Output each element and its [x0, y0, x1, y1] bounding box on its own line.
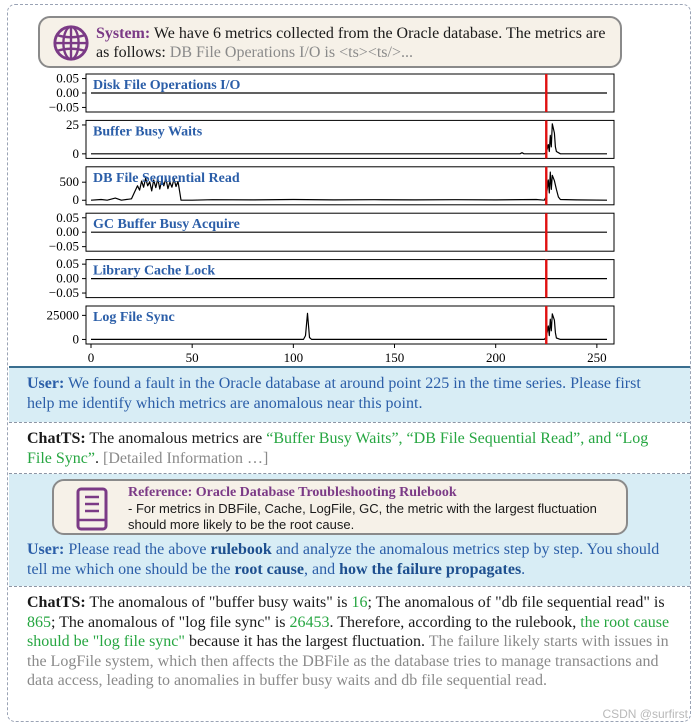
x-tick-label: 0	[87, 350, 95, 365]
user-text: We found a fault in the Oracle database at around point 225 in the time series. Please first help me identify which metrics are anomalous near this point.	[27, 375, 641, 412]
y-tick-label: −0.05	[48, 285, 79, 301]
book-icon	[76, 487, 108, 531]
panel-title: GC Buffer Busy Acquire	[93, 217, 240, 233]
detailed-info: [Detailed Information …]	[103, 449, 269, 467]
panel-title: Disk File Operations I/O	[93, 78, 241, 93]
chatts-text: ; The anomalous of "log file sync" is	[51, 613, 290, 631]
x-tick-label: 100	[283, 350, 304, 365]
y-tick-label: 0	[72, 192, 79, 208]
log-file-value: 26453	[289, 613, 330, 631]
y-tick-label: −0.05	[48, 99, 79, 115]
root-cause-emphasis: root cause	[234, 560, 304, 578]
chatts-text: because it has the largest fluctuation.	[184, 633, 429, 650]
root-cause-statement: the root cause should be "log file sync"	[27, 613, 670, 650]
reference-title: Reference: Oracle Database Troubleshooting Rulebook	[128, 485, 457, 500]
chatts-text: . Therefore, according to the rulebook,	[329, 613, 581, 631]
user-label: User:	[27, 375, 65, 392]
chatts-text: The anomalous of "buffer busy waits" is	[85, 594, 352, 611]
y-tick-label: 0	[72, 145, 79, 161]
globe-icon	[52, 24, 90, 62]
system-message-box	[38, 16, 622, 68]
y-tick-label: 0.00	[56, 85, 79, 100]
y-tick-label: 0.05	[56, 256, 79, 272]
panel-title: Library Cache Lock	[93, 263, 216, 279]
rulebook-emphasis: rulebook	[210, 541, 272, 558]
user-message-1	[9, 368, 690, 422]
panel-title: Log File Sync	[93, 310, 175, 325]
user-label: User:	[27, 541, 65, 558]
system-text: We have 6 metrics collected from the Oracle database. The metrics are as follows:	[96, 25, 606, 61]
chatts-label: ChatTS:	[27, 594, 86, 611]
x-tick-label: 200	[485, 350, 506, 365]
reference-box	[52, 479, 628, 535]
y-tick-label: 0	[72, 331, 79, 347]
chatts-text: The anomalous metrics are	[85, 430, 267, 447]
chatts-text: ; The anomalous of "db file sequential read" is	[367, 594, 665, 611]
y-tick-label: −0.05	[48, 238, 79, 254]
buffer-busy-value: 16	[351, 594, 368, 611]
y-tick-label: 25	[66, 116, 79, 132]
y-tick-label: 500	[59, 174, 79, 190]
watermark: CSDN @surfirst	[602, 707, 688, 721]
user-text: and analyze the anomalous metrics step by step. You should tell me which one should be the	[27, 541, 660, 578]
chatts-label: ChatTS:	[27, 430, 86, 447]
anomalous-metrics: “Buffer Busy Waits”, “DB File Sequential Read”, and “Log File Sync”	[27, 430, 649, 467]
metrics-chart	[0, 66, 700, 366]
panel-title: Buffer Busy Waits	[93, 124, 203, 140]
chatts-dot: .	[95, 449, 103, 467]
db-file-value: 865	[27, 613, 51, 631]
user-text: Please read the above	[64, 541, 211, 558]
y-tick-label: 0.00	[56, 270, 79, 286]
system-message-text	[96, 24, 616, 62]
y-tick-label: 0.05	[56, 209, 79, 225]
x-tick-label: 250	[587, 350, 607, 365]
panel-title: DB File Sequential Read	[93, 170, 240, 186]
y-tick-label: 0.00	[56, 224, 79, 240]
user-text: .	[521, 560, 526, 578]
system-label: System:	[96, 25, 151, 42]
chatts-reply-2	[9, 587, 690, 717]
system-tail: DB File Operations I/O is <ts><ts/>...	[169, 44, 413, 61]
y-tick-label: 0.05	[56, 70, 79, 86]
y-tick-label: 25000	[46, 307, 79, 323]
x-tick-label: 150	[384, 350, 405, 365]
user-text: , and	[303, 560, 340, 578]
propagation-emphasis: how the failure propagates	[339, 560, 522, 578]
chatts-reply-1	[9, 423, 690, 473]
propagation-explanation: The failure likely starts with issues in the LogFile system, which then affects the DBFile as the database tries to manage transactions and data access, leading to anomalies in buffer busy waits and db file sequential read.	[27, 633, 669, 689]
x-tick-label: 50	[185, 350, 199, 365]
reference-body: - For metrics in DBFile, Cache, LogFile, GC, the metric with the largest fluctuation should more likely to be the root cause.	[128, 501, 597, 532]
